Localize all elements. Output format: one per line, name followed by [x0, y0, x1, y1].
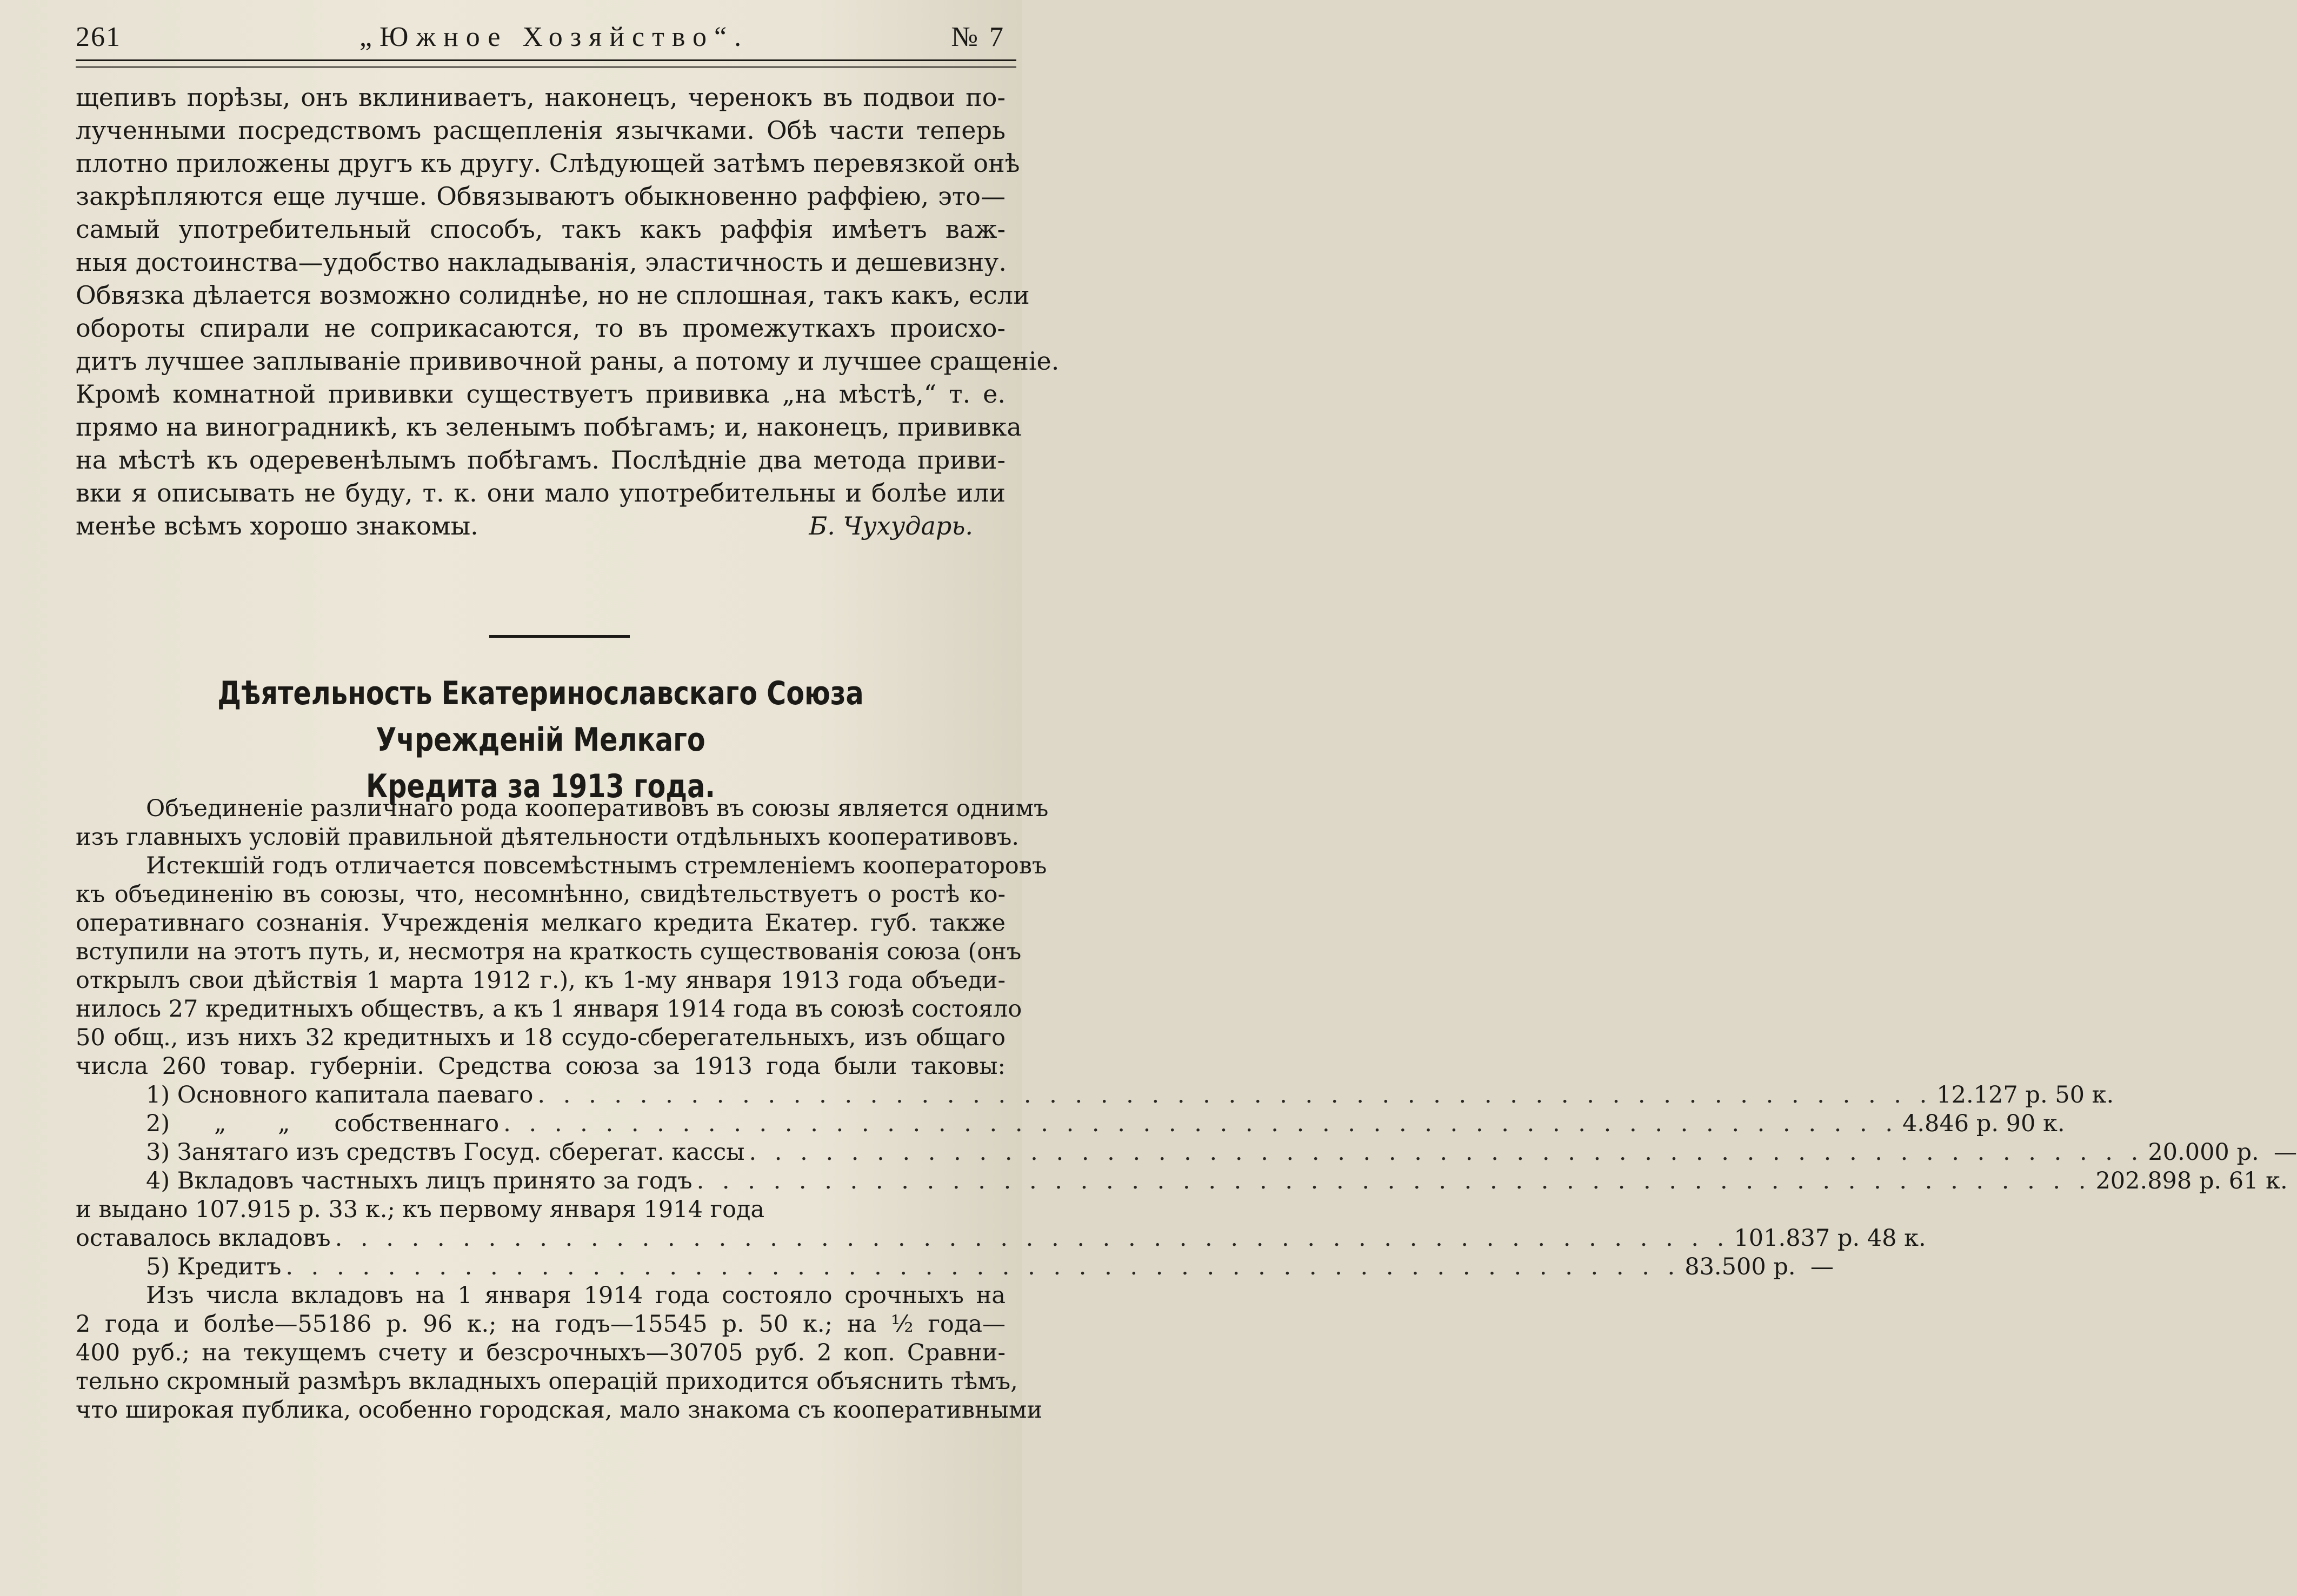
- item-amount: 4.846 р. 90 к.: [1902, 1110, 2065, 1137]
- previous-article-ending: [76, 81, 1060, 543]
- article-body: [76, 794, 2297, 1425]
- leader-dots: . . . . . . . . . . . . . . . . . . . . . . . . . . . . . . . . . . . . . . . . . . . . . . . . . . . . . . .: [285, 1253, 1681, 1280]
- leader-dots: . . . . . . . . . . . . . . . . . . . . . . . . . . . . . . . . . . . . . . . . . . . . . . . . . . . . . . .: [503, 1110, 1899, 1137]
- item-label: 1) Основного капитала паеваго: [146, 1081, 534, 1108]
- text-line: нилось 27 кредитныхъ обществъ, а къ 1 января 1914 года въ союзѣ состояло: [76, 996, 1022, 1023]
- closing-line: [76, 510, 1006, 543]
- text-line: 50 общ., изъ нихъ 32 кредитныхъ и 18 ссудо-сберегательныхъ, изъ общаго: [76, 1024, 1006, 1051]
- text-line: 400 руб.; на текущемъ счету и безсрочныхъ—30705 руб. 2 коп. Сравни-: [76, 1339, 1006, 1366]
- header-rule: [76, 59, 1016, 68]
- page-header: [76, 15, 1006, 58]
- item-label: оставалось вкладовъ: [76, 1225, 331, 1252]
- leader-dots: . . . . . . . . . . . . . . . . . . . . . . . . . . . . . . . . . . . . . . . . . . . . . . . . . . . . . . .: [696, 1167, 2092, 1194]
- item-amount: 12.127 р. 50 к.: [1936, 1081, 2114, 1108]
- item-label: 5) Кредитъ: [146, 1253, 282, 1280]
- item-amount: 83.500 р. —: [1685, 1253, 1834, 1280]
- text-line: закрѣпляются еще лучше. Обвязываютъ обыкновенно раффіею, это—: [76, 182, 1006, 211]
- text-line: Кромѣ комнатной прививки существуетъ прививка „на мѣстѣ,“ т. е.: [76, 379, 1006, 409]
- funds-item: [76, 1167, 2288, 1196]
- funds-item: [76, 1081, 2114, 1110]
- text-line: прямо на виноградникѣ, къ зеленымъ побѣгамъ; и, наконецъ, прививка: [76, 412, 1022, 442]
- item-amount: 202.898 р. 61 к.: [2095, 1167, 2288, 1194]
- text-line: тельно скромный размѣръ вкладныхъ операцій приходится объяснить тѣмъ,: [76, 1368, 1018, 1395]
- text-line: самый употребительный способъ, такъ какъ раффія имѣетъ важ-: [76, 215, 1006, 244]
- text-line: обороты спирали не соприкасаются, то въ промежуткахъ происхо-: [76, 313, 1006, 343]
- text-line: ныя достоинства—удобство накладыванія, эластичность и дешевизну.: [76, 248, 1007, 277]
- item-label: 2) „ „ собственнаго: [146, 1110, 500, 1137]
- text-line: 2 года и болѣе—55186 р. 96 к.; на годъ—15545 р. 50 к.; на ½ года—: [76, 1311, 1006, 1338]
- text-line: Обвязка дѣлается возможно солиднѣе, но не сплошная, такъ какъ, если: [76, 281, 1030, 310]
- text-line: менѣе всѣмъ хорошо знакомы.: [76, 511, 478, 540]
- leader-dots: . . . . . . . . . . . . . . . . . . . . . . . . . . . . . . . . . . . . . . . . . . . . . . . . . . . . . . .: [537, 1081, 1933, 1108]
- funds-item: [76, 1253, 1834, 1281]
- text-line: плотно приложены другъ къ другу. Слѣдующей затѣмъ перевязкой онѣ: [76, 149, 1020, 178]
- funds-item: [76, 1224, 1926, 1253]
- funds-item: [76, 1110, 2065, 1138]
- text-line: оперативнаго сознанія. Учрежденія мелкаго кредита Екатер. губ. также: [76, 910, 1006, 937]
- funds-item: [76, 1138, 2297, 1167]
- author-signature: Б. Чухударь.: [809, 511, 973, 540]
- item-label: 3) Занятаго изъ средствъ Госуд. сберегат. кассы: [146, 1139, 745, 1166]
- leader-dots: . . . . . . . . . . . . . . . . . . . . . . . . . . . . . . . . . . . . . . . . . . . . . . . . . . . . . . .: [749, 1139, 2144, 1166]
- leader-dots: . . . . . . . . . . . . . . . . . . . . . . . . . . . . . . . . . . . . . . . . . . . . . . . . . . . . . . .: [335, 1225, 1730, 1252]
- text-line: открылъ свои дѣйствія 1 марта 1912 г.), къ 1-му января 1913 года объеди-: [76, 967, 1006, 994]
- text-line: дитъ лучшее заплываніе прививочной раны, а потому и лучшее сращеніе.: [76, 346, 1060, 376]
- item-amount: 20.000 р. —: [2148, 1139, 2297, 1166]
- journal-title: „Южное Хозяйство“.: [359, 21, 749, 52]
- section-separator: [489, 635, 630, 638]
- issue-number: № 7: [951, 21, 1006, 52]
- page-number: 261: [76, 21, 121, 52]
- item-amount: 101.837 р. 48 к.: [1734, 1225, 1926, 1252]
- text-line: на мѣстѣ къ одеревенѣлымъ побѣгамъ. Послѣдніе два метода приви-: [76, 445, 1006, 475]
- text-line: и выдано 107.915 р. 33 к.; къ первому января 1914 года: [76, 1196, 765, 1223]
- text-line: Истекшій годъ отличается повсемѣстнымъ стремленіемъ кооператоровъ: [146, 852, 1047, 879]
- text-line: къ объединенію въ союзы, что, несомнѣнно, свидѣтельствуетъ о ростѣ ко-: [76, 881, 1006, 908]
- text-line: числа 260 товар. губерніи. Средства союза за 1913 года были таковы:: [76, 1053, 1006, 1080]
- text-line: изъ главныхъ условій правильной дѣятельности отдѣльныхъ кооперативовъ.: [76, 824, 1020, 851]
- article-title: [159, 670, 922, 810]
- text-line: вки я описывать не буду, т. к. они мало употребительны и болѣе или: [76, 478, 1006, 507]
- text-line: щепивъ порѣзы, онъ вклиниваетъ, наконецъ, черенокъ въ подвои по-: [76, 83, 1006, 112]
- text-line: лученными посредствомъ расщепленія язычками. Обѣ части теперь: [76, 116, 1006, 145]
- text-line: вступили на этотъ путь, и, несмотря на краткость существованія союза (онъ: [76, 938, 1022, 965]
- text-line: Объединеніе различнаго рода кооперативовъ въ союзы является однимъ: [146, 795, 1049, 822]
- article-title-line-1: Дѣятельность Екатеринославскаго Союза Учрежденій Мелкаго: [217, 675, 864, 759]
- text-line: Изъ числа вкладовъ на 1 января 1914 года состояло срочныхъ на: [146, 1282, 1006, 1309]
- item-label: 4) Вкладовъ частныхъ лицъ принято за годъ: [146, 1167, 693, 1194]
- text-line: что широкая публика, особенно городская, мало знакома съ кооперативными: [76, 1397, 1043, 1424]
- article-title-line-2: Кредита за 1913 года.: [366, 767, 715, 805]
